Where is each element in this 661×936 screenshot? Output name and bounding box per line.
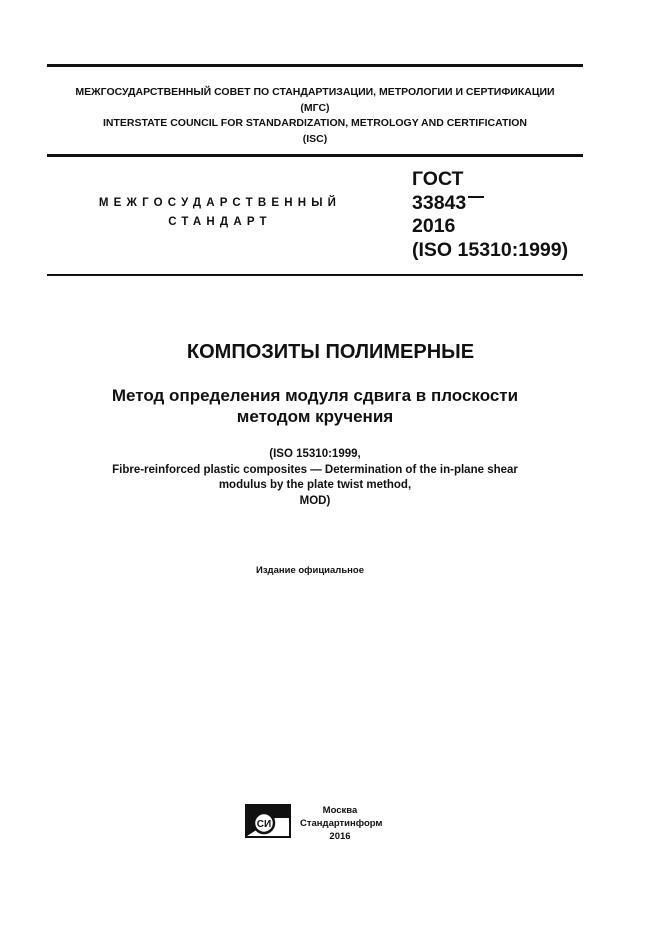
edition-note: Издание официальное: [256, 565, 364, 576]
council-header: [47, 85, 583, 147]
standartinform-logo-icon: [245, 804, 291, 838]
iso-ref-line1: (ISO 15310:1999,: [269, 448, 361, 460]
imprint-city: Москва: [322, 805, 358, 816]
imprint: [300, 804, 383, 843]
council-name-ru: МЕЖГОСУДАРСТВЕННЫЙ СОВЕТ ПО СТАНДАРТИЗАЦИИ, МЕТРОЛОГИИ И СЕРТИФИКАЦИИ: [75, 86, 555, 98]
svg-text:СИ: СИ: [256, 819, 272, 830]
document-title: КОМПОЗИТЫ ПОЛИМЕРНЫЕ: [186, 341, 475, 363]
middle-rule: [47, 154, 583, 157]
standard-designation: [412, 168, 568, 262]
iso-designation: (ISO 15310:1999): [412, 238, 569, 261]
lower-rule: [47, 274, 583, 276]
imprint-publisher: Стандартинформ: [300, 818, 383, 829]
subtitle-line1: Метод определения модуля сдвига в плоскости: [111, 386, 519, 405]
council-name-en: INTERSTATE COUNCIL FOR STANDARDIZATION, METROLOGY AND CERTIFICATION: [102, 117, 528, 129]
council-abbr-ru: (МГС): [300, 101, 330, 114]
imprint-year: 2016: [329, 831, 351, 842]
iso-ref-line4: MOD): [299, 494, 331, 507]
gost-year: 2016: [412, 215, 456, 237]
iso-reference: [0, 447, 630, 509]
gost-number: 33843: [412, 191, 467, 214]
iso-ref-line2: Fibre-reinforced plastic composites — Determination of the in-plane shear: [112, 463, 518, 476]
subtitle-line2: методом кручения: [236, 407, 394, 426]
iso-ref-line3: modulus by the plate twist method,: [218, 479, 412, 491]
gost-label: ГОСТ: [412, 168, 464, 190]
standard-type-line2: СТАНДАРТ: [168, 216, 272, 228]
council-abbr-en: (ISC): [302, 132, 328, 145]
standard-type-line1: МЕЖГОСУДАРСТВЕННЫЙ: [98, 197, 342, 209]
dash-mark: [468, 196, 484, 198]
standard-type-label: [60, 194, 380, 232]
document-subtitle: [0, 385, 630, 427]
top-rule: [47, 64, 583, 67]
